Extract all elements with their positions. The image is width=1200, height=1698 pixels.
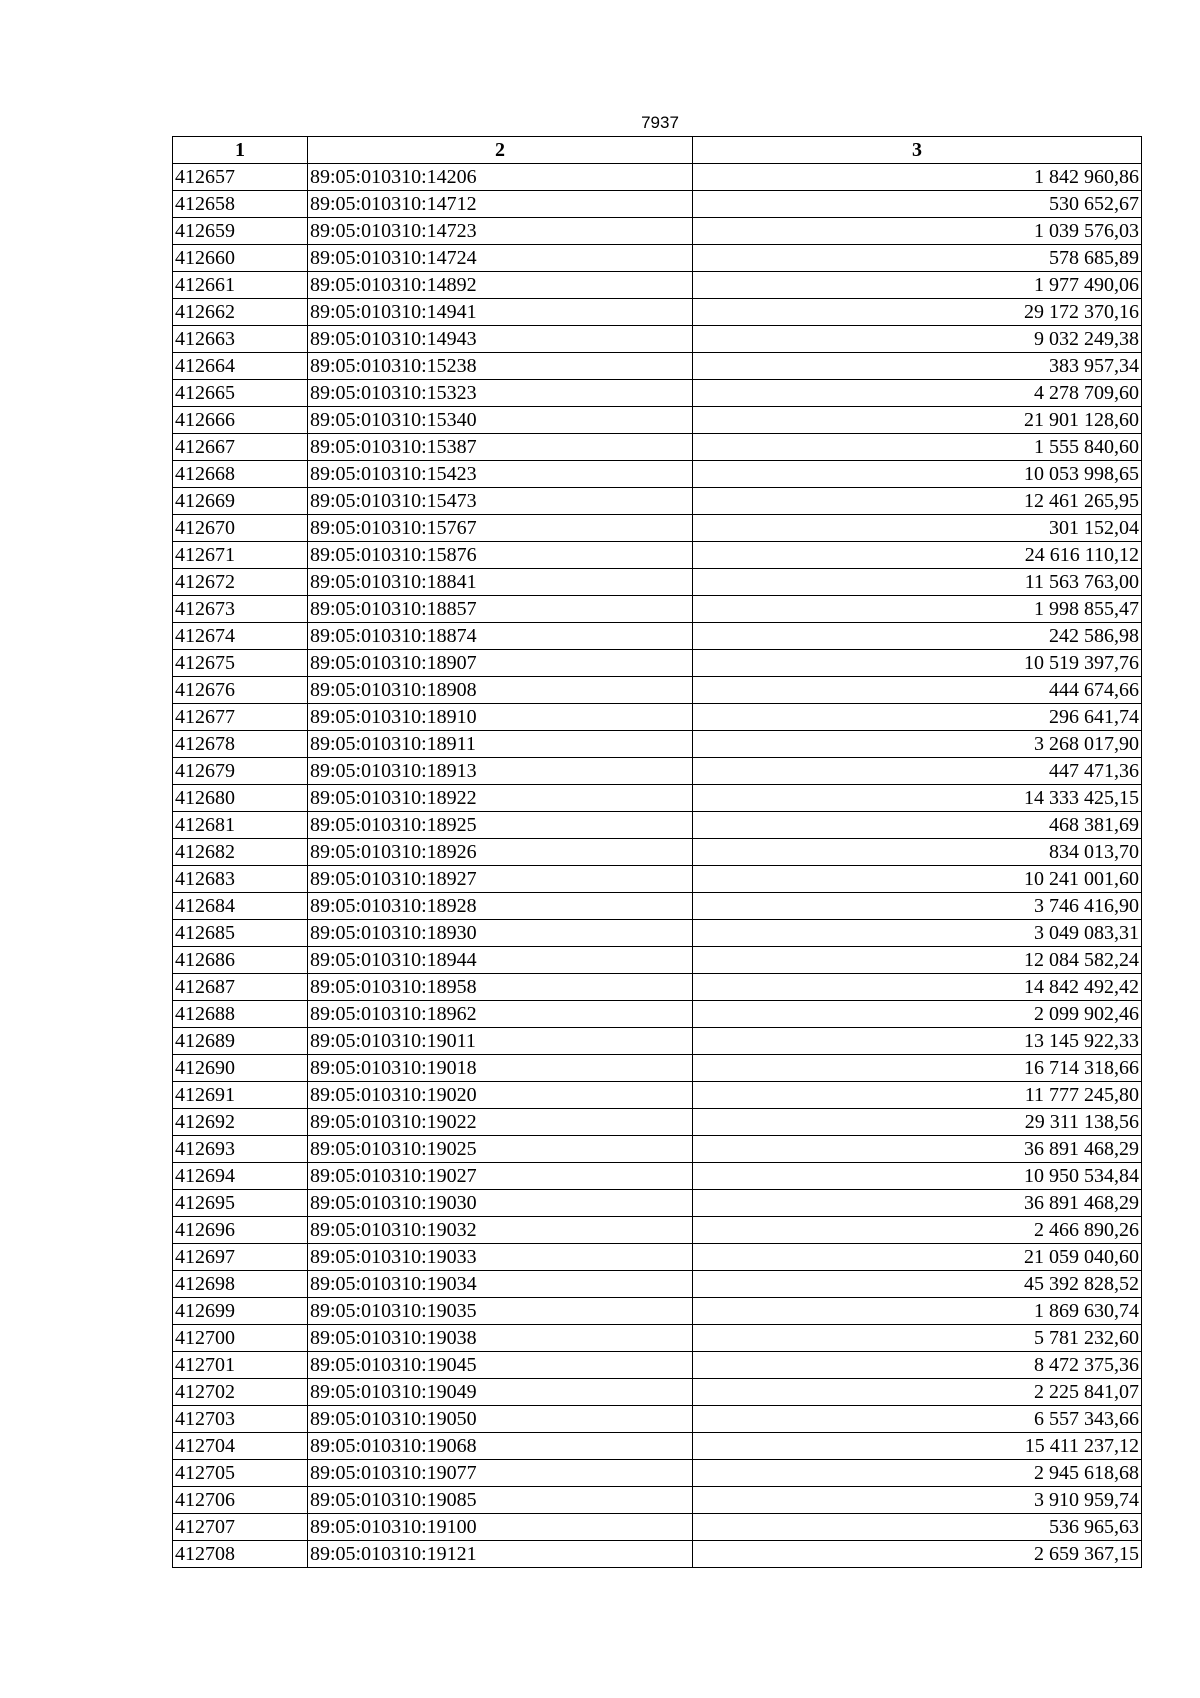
cadastral-number-cell: 89:05:010310:19045 [308, 1352, 693, 1379]
cadastral-number-cell: 89:05:010310:19121 [308, 1541, 693, 1568]
cadastral-number-cell: 89:05:010310:15323 [308, 380, 693, 407]
value-cell: 14 333 425,15 [693, 785, 1142, 812]
table-row [173, 596, 1142, 623]
table-row [173, 1379, 1142, 1406]
row-number-cell: 412693 [173, 1136, 308, 1163]
table-row [173, 650, 1142, 677]
cadastral-number-cell: 89:05:010310:18874 [308, 623, 693, 650]
table-row [173, 1244, 1142, 1271]
value-cell: 2 466 890,26 [693, 1217, 1142, 1244]
table-row [173, 1028, 1142, 1055]
value-cell: 1 977 490,06 [693, 272, 1142, 299]
row-number-cell: 412670 [173, 515, 308, 542]
table-row [173, 1055, 1142, 1082]
cadastral-number-cell: 89:05:010310:19027 [308, 1163, 693, 1190]
row-number-cell: 412692 [173, 1109, 308, 1136]
row-number-cell: 412705 [173, 1460, 308, 1487]
row-number-cell: 412702 [173, 1379, 308, 1406]
table-row [173, 1460, 1142, 1487]
row-number-cell: 412678 [173, 731, 308, 758]
table-row [173, 326, 1142, 353]
table-row [173, 1541, 1142, 1568]
row-number-cell: 412697 [173, 1244, 308, 1271]
table-row [173, 704, 1142, 731]
value-cell: 10 519 397,76 [693, 650, 1142, 677]
value-cell: 2 099 902,46 [693, 1001, 1142, 1028]
cadastral-number-cell: 89:05:010310:19033 [308, 1244, 693, 1271]
row-number-cell: 412671 [173, 542, 308, 569]
cadastral-number-cell: 89:05:010310:18925 [308, 812, 693, 839]
table-row [173, 839, 1142, 866]
row-number-cell: 412708 [173, 1541, 308, 1568]
cadastral-number-cell: 89:05:010310:19068 [308, 1433, 693, 1460]
cadastral-number-cell: 89:05:010310:18922 [308, 785, 693, 812]
table-row [173, 731, 1142, 758]
cadastral-number-cell: 89:05:010310:19025 [308, 1136, 693, 1163]
value-cell: 383 957,34 [693, 353, 1142, 380]
value-cell: 12 084 582,24 [693, 947, 1142, 974]
value-cell: 530 652,67 [693, 191, 1142, 218]
cadastral-number-cell: 89:05:010310:19022 [308, 1109, 693, 1136]
header-row [173, 137, 1142, 164]
row-number-cell: 412677 [173, 704, 308, 731]
value-cell: 45 392 828,52 [693, 1271, 1142, 1298]
row-number-cell: 412658 [173, 191, 308, 218]
value-cell: 444 674,66 [693, 677, 1142, 704]
row-number-cell: 412701 [173, 1352, 308, 1379]
table-row [173, 920, 1142, 947]
value-cell: 11 777 245,80 [693, 1082, 1142, 1109]
cadastral-number-cell: 89:05:010310:18928 [308, 893, 693, 920]
table-row [173, 299, 1142, 326]
table-row [173, 1433, 1142, 1460]
row-number-cell: 412659 [173, 218, 308, 245]
row-number-cell: 412660 [173, 245, 308, 272]
table-row [173, 1487, 1142, 1514]
cadastral-number-cell: 89:05:010310:15387 [308, 434, 693, 461]
value-cell: 24 616 110,12 [693, 542, 1142, 569]
row-number-cell: 412679 [173, 758, 308, 785]
table-row [173, 1217, 1142, 1244]
row-number-cell: 412674 [173, 623, 308, 650]
value-cell: 1 869 630,74 [693, 1298, 1142, 1325]
table-row [173, 812, 1142, 839]
cadastral-number-cell: 89:05:010310:18927 [308, 866, 693, 893]
cadastral-number-cell: 89:05:010310:15423 [308, 461, 693, 488]
cadastral-number-cell: 89:05:010310:19011 [308, 1028, 693, 1055]
row-number-cell: 412673 [173, 596, 308, 623]
cadastral-number-cell: 89:05:010310:19085 [308, 1487, 693, 1514]
value-cell: 3 268 017,90 [693, 731, 1142, 758]
table-row [173, 623, 1142, 650]
table-row [173, 542, 1142, 569]
cadastral-number-cell: 89:05:010310:15876 [308, 542, 693, 569]
table-row [173, 1352, 1142, 1379]
table-row [173, 758, 1142, 785]
cadastral-number-cell: 89:05:010310:14206 [308, 164, 693, 191]
table-row [173, 272, 1142, 299]
cadastral-number-cell: 89:05:010310:18907 [308, 650, 693, 677]
table-row [173, 893, 1142, 920]
value-cell: 11 563 763,00 [693, 569, 1142, 596]
cadastral-number-cell: 89:05:010310:15238 [308, 353, 693, 380]
row-number-cell: 412662 [173, 299, 308, 326]
row-number-cell: 412695 [173, 1190, 308, 1217]
table-row [173, 947, 1142, 974]
value-cell: 10 950 534,84 [693, 1163, 1142, 1190]
value-cell: 5 781 232,60 [693, 1325, 1142, 1352]
row-number-cell: 412699 [173, 1298, 308, 1325]
registry-table [172, 136, 1142, 1568]
row-number-cell: 412698 [173, 1271, 308, 1298]
table-row [173, 1271, 1142, 1298]
cadastral-number-cell: 89:05:010310:14723 [308, 218, 693, 245]
cadastral-number-cell: 89:05:010310:18962 [308, 1001, 693, 1028]
row-number-cell: 412686 [173, 947, 308, 974]
value-cell: 2 945 618,68 [693, 1460, 1142, 1487]
row-number-cell: 412690 [173, 1055, 308, 1082]
value-cell: 36 891 468,29 [693, 1190, 1142, 1217]
value-cell: 2 225 841,07 [693, 1379, 1142, 1406]
table-row [173, 785, 1142, 812]
cadastral-number-cell: 89:05:010310:18958 [308, 974, 693, 1001]
table-row [173, 866, 1142, 893]
table-row [173, 515, 1142, 542]
value-cell: 1 998 855,47 [693, 596, 1142, 623]
row-number-cell: 412676 [173, 677, 308, 704]
value-cell: 1 039 576,03 [693, 218, 1142, 245]
cadastral-number-cell: 89:05:010310:18910 [308, 704, 693, 731]
cadastral-number-cell: 89:05:010310:18913 [308, 758, 693, 785]
cadastral-number-cell: 89:05:010310:19030 [308, 1190, 693, 1217]
value-cell: 10 241 001,60 [693, 866, 1142, 893]
value-cell: 1 555 840,60 [693, 434, 1142, 461]
cadastral-number-cell: 89:05:010310:14941 [308, 299, 693, 326]
table-row [173, 1514, 1142, 1541]
cadastral-number-cell: 89:05:010310:19050 [308, 1406, 693, 1433]
value-cell: 9 032 249,38 [693, 326, 1142, 353]
value-cell: 468 381,69 [693, 812, 1142, 839]
row-number-cell: 412663 [173, 326, 308, 353]
value-cell: 6 557 343,66 [693, 1406, 1142, 1433]
row-number-cell: 412675 [173, 650, 308, 677]
row-number-cell: 412707 [173, 1514, 308, 1541]
value-cell: 13 145 922,33 [693, 1028, 1142, 1055]
value-cell: 3 910 959,74 [693, 1487, 1142, 1514]
value-cell: 4 278 709,60 [693, 380, 1142, 407]
table-row [173, 1136, 1142, 1163]
table-row [173, 164, 1142, 191]
cadastral-number-cell: 89:05:010310:19038 [308, 1325, 693, 1352]
cadastral-number-cell: 89:05:010310:14724 [308, 245, 693, 272]
value-cell: 12 461 265,95 [693, 488, 1142, 515]
cadastral-number-cell: 89:05:010310:18926 [308, 839, 693, 866]
row-number-cell: 412672 [173, 569, 308, 596]
cadastral-number-cell: 89:05:010310:18908 [308, 677, 693, 704]
cadastral-number-cell: 89:05:010310:18930 [308, 920, 693, 947]
row-number-cell: 412668 [173, 461, 308, 488]
row-number-cell: 412657 [173, 164, 308, 191]
cadastral-number-cell: 89:05:010310:15767 [308, 515, 693, 542]
value-cell: 16 714 318,66 [693, 1055, 1142, 1082]
value-cell: 296 641,74 [693, 704, 1142, 731]
row-number-cell: 412661 [173, 272, 308, 299]
cadastral-number-cell: 89:05:010310:19077 [308, 1460, 693, 1487]
value-cell: 29 172 370,16 [693, 299, 1142, 326]
cadastral-number-cell: 89:05:010310:18944 [308, 947, 693, 974]
row-number-cell: 412704 [173, 1433, 308, 1460]
column-header-3: 3 [693, 137, 1142, 164]
value-cell: 834 013,70 [693, 839, 1142, 866]
row-number-cell: 412681 [173, 812, 308, 839]
cadastral-number-cell: 89:05:010310:19035 [308, 1298, 693, 1325]
row-number-cell: 412667 [173, 434, 308, 461]
row-number-cell: 412706 [173, 1487, 308, 1514]
table-row [173, 1109, 1142, 1136]
cadastral-number-cell: 89:05:010310:14892 [308, 272, 693, 299]
row-number-cell: 412683 [173, 866, 308, 893]
row-number-cell: 412694 [173, 1163, 308, 1190]
table-row [173, 1001, 1142, 1028]
table-header [173, 137, 1142, 164]
row-number-cell: 412700 [173, 1325, 308, 1352]
cadastral-number-cell: 89:05:010310:15340 [308, 407, 693, 434]
table-row [173, 569, 1142, 596]
cadastral-number-cell: 89:05:010310:14943 [308, 326, 693, 353]
table-row [173, 1406, 1142, 1433]
table-row [173, 677, 1142, 704]
table-row [173, 1298, 1142, 1325]
table-row [173, 1163, 1142, 1190]
value-cell: 21 901 128,60 [693, 407, 1142, 434]
table-row [173, 488, 1142, 515]
cadastral-number-cell: 89:05:010310:18841 [308, 569, 693, 596]
table-row [173, 1325, 1142, 1352]
cadastral-number-cell: 89:05:010310:19018 [308, 1055, 693, 1082]
row-number-cell: 412696 [173, 1217, 308, 1244]
table-row [173, 407, 1142, 434]
page-number: 7937 [641, 113, 679, 132]
row-number-cell: 412682 [173, 839, 308, 866]
cadastral-number-cell: 89:05:010310:15473 [308, 488, 693, 515]
value-cell: 8 472 375,36 [693, 1352, 1142, 1379]
table-row [173, 191, 1142, 218]
column-header-1: 1 [173, 137, 308, 164]
row-number-cell: 412689 [173, 1028, 308, 1055]
table-row [173, 974, 1142, 1001]
value-cell: 3 049 083,31 [693, 920, 1142, 947]
value-cell: 536 965,63 [693, 1514, 1142, 1541]
value-cell: 447 471,36 [693, 758, 1142, 785]
cadastral-number-cell: 89:05:010310:19034 [308, 1271, 693, 1298]
value-cell: 578 685,89 [693, 245, 1142, 272]
column-header-2: 2 [308, 137, 693, 164]
cadastral-number-cell: 89:05:010310:19100 [308, 1514, 693, 1541]
value-cell: 242 586,98 [693, 623, 1142, 650]
table-row [173, 1082, 1142, 1109]
row-number-cell: 412680 [173, 785, 308, 812]
row-number-cell: 412666 [173, 407, 308, 434]
row-number-cell: 412664 [173, 353, 308, 380]
cadastral-number-cell: 89:05:010310:18857 [308, 596, 693, 623]
value-cell: 2 659 367,15 [693, 1541, 1142, 1568]
row-number-cell: 412665 [173, 380, 308, 407]
table-row [173, 218, 1142, 245]
table-row [173, 1190, 1142, 1217]
value-cell: 15 411 237,12 [693, 1433, 1142, 1460]
cadastral-number-cell: 89:05:010310:19032 [308, 1217, 693, 1244]
value-cell: 10 053 998,65 [693, 461, 1142, 488]
value-cell: 3 746 416,90 [693, 893, 1142, 920]
value-cell: 301 152,04 [693, 515, 1142, 542]
table-row [173, 353, 1142, 380]
table-row [173, 380, 1142, 407]
row-number-cell: 412684 [173, 893, 308, 920]
cadastral-number-cell: 89:05:010310:19020 [308, 1082, 693, 1109]
row-number-cell: 412669 [173, 488, 308, 515]
value-cell: 14 842 492,42 [693, 974, 1142, 1001]
value-cell: 29 311 138,56 [693, 1109, 1142, 1136]
row-number-cell: 412687 [173, 974, 308, 1001]
value-cell: 36 891 468,29 [693, 1136, 1142, 1163]
cadastral-number-cell: 89:05:010310:19049 [308, 1379, 693, 1406]
row-number-cell: 412691 [173, 1082, 308, 1109]
value-cell: 1 842 960,86 [693, 164, 1142, 191]
row-number-cell: 412703 [173, 1406, 308, 1433]
row-number-cell: 412688 [173, 1001, 308, 1028]
row-number-cell: 412685 [173, 920, 308, 947]
cadastral-number-cell: 89:05:010310:14712 [308, 191, 693, 218]
value-cell: 21 059 040,60 [693, 1244, 1142, 1271]
cadastral-number-cell: 89:05:010310:18911 [308, 731, 693, 758]
table-row [173, 461, 1142, 488]
table-row [173, 245, 1142, 272]
table-body [173, 164, 1142, 1568]
table-row [173, 434, 1142, 461]
